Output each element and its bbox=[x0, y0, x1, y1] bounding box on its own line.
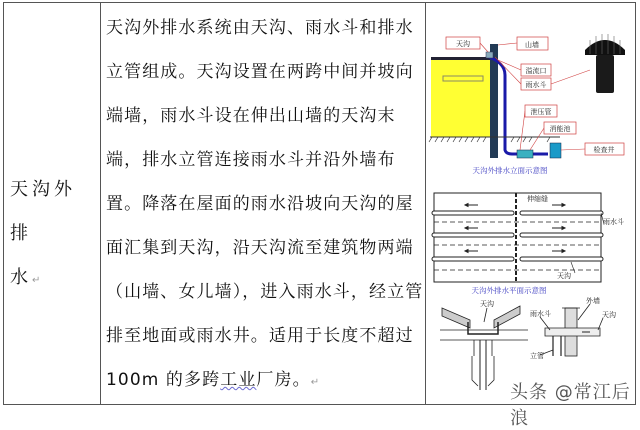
gutter-bars bbox=[432, 211, 603, 261]
description-line: 置。降落在屋面的雨水沿坡向天沟的屋 bbox=[106, 194, 414, 214]
label-rain-hopper: 雨水斗 bbox=[530, 310, 551, 318]
watermark: 头条 @常江后浪 bbox=[510, 382, 631, 429]
label-inspection-well: 检查井 bbox=[593, 146, 615, 154]
plan-diagram bbox=[432, 193, 624, 295]
description-line: 面汇集到天沟，沿天沟流至建筑物两端 bbox=[106, 238, 414, 258]
description-line: 立管组成。天沟设置在两跨中间并坡向 bbox=[106, 62, 414, 82]
label-gutter: 天沟 bbox=[456, 40, 470, 48]
description-line: （山墙、女儿墙），进入雨水斗，经立管 bbox=[106, 282, 424, 302]
inspection-well bbox=[550, 143, 561, 158]
description-line: 端墙，雨水斗设在伸出山墙的天沟末 bbox=[106, 106, 396, 126]
ground-hatch bbox=[429, 137, 550, 142]
paragraph-mark: ↵ bbox=[32, 275, 45, 286]
text: 100m 的多跨 bbox=[106, 370, 221, 390]
description-line-last bbox=[106, 358, 422, 405]
plan-caption: 天沟外排水平面示意图 bbox=[471, 286, 547, 295]
label-gutter: 天沟 bbox=[557, 272, 571, 280]
label-downpipe: 立管 bbox=[530, 352, 544, 360]
roof bbox=[431, 57, 493, 60]
description-cell bbox=[106, 6, 422, 405]
text: 厂房。 bbox=[256, 370, 311, 390]
building bbox=[431, 60, 491, 137]
description-line: 端，排水立管连接雨水斗并沿外墙布 bbox=[106, 150, 396, 170]
ridge-lines bbox=[434, 222, 601, 270]
label-gutter-right: 天沟 bbox=[602, 311, 616, 319]
label-gutter-left: 天沟 bbox=[480, 300, 494, 308]
rain-hopper bbox=[486, 52, 493, 58]
label-expansion-joint: 伸缩缝 bbox=[527, 195, 548, 203]
elevation-caption: 天沟外排水立面示意图 bbox=[472, 166, 548, 175]
description-line: 天沟外排水系统由天沟、雨水斗和排水 bbox=[106, 18, 414, 38]
paragraph-mark: ↵ bbox=[310, 377, 321, 388]
spellcheck-underlined-text: 工业 bbox=[220, 370, 257, 390]
label-rain-hopper: 雨水斗 bbox=[525, 81, 547, 89]
label-overflow: 溢流口 bbox=[525, 67, 547, 75]
category-text-line2: 水 bbox=[10, 267, 32, 288]
label-outer-wall: 外墙 bbox=[586, 297, 600, 305]
energy-pool bbox=[517, 150, 533, 158]
label-relief-pipe: 泄压管 bbox=[530, 108, 552, 116]
elevation-diagram bbox=[429, 34, 625, 175]
label-gable-wall: 山墙 bbox=[525, 41, 539, 49]
label-rain-hopper: 雨水斗 bbox=[603, 218, 624, 226]
category-text-line1: 天沟外排 bbox=[10, 179, 76, 244]
description-line: 排至地面或雨水井。适用于长度不超过 bbox=[106, 326, 414, 346]
label-energy-pool: 消能池 bbox=[549, 125, 571, 133]
rain-hopper-product-icon bbox=[585, 34, 625, 93]
